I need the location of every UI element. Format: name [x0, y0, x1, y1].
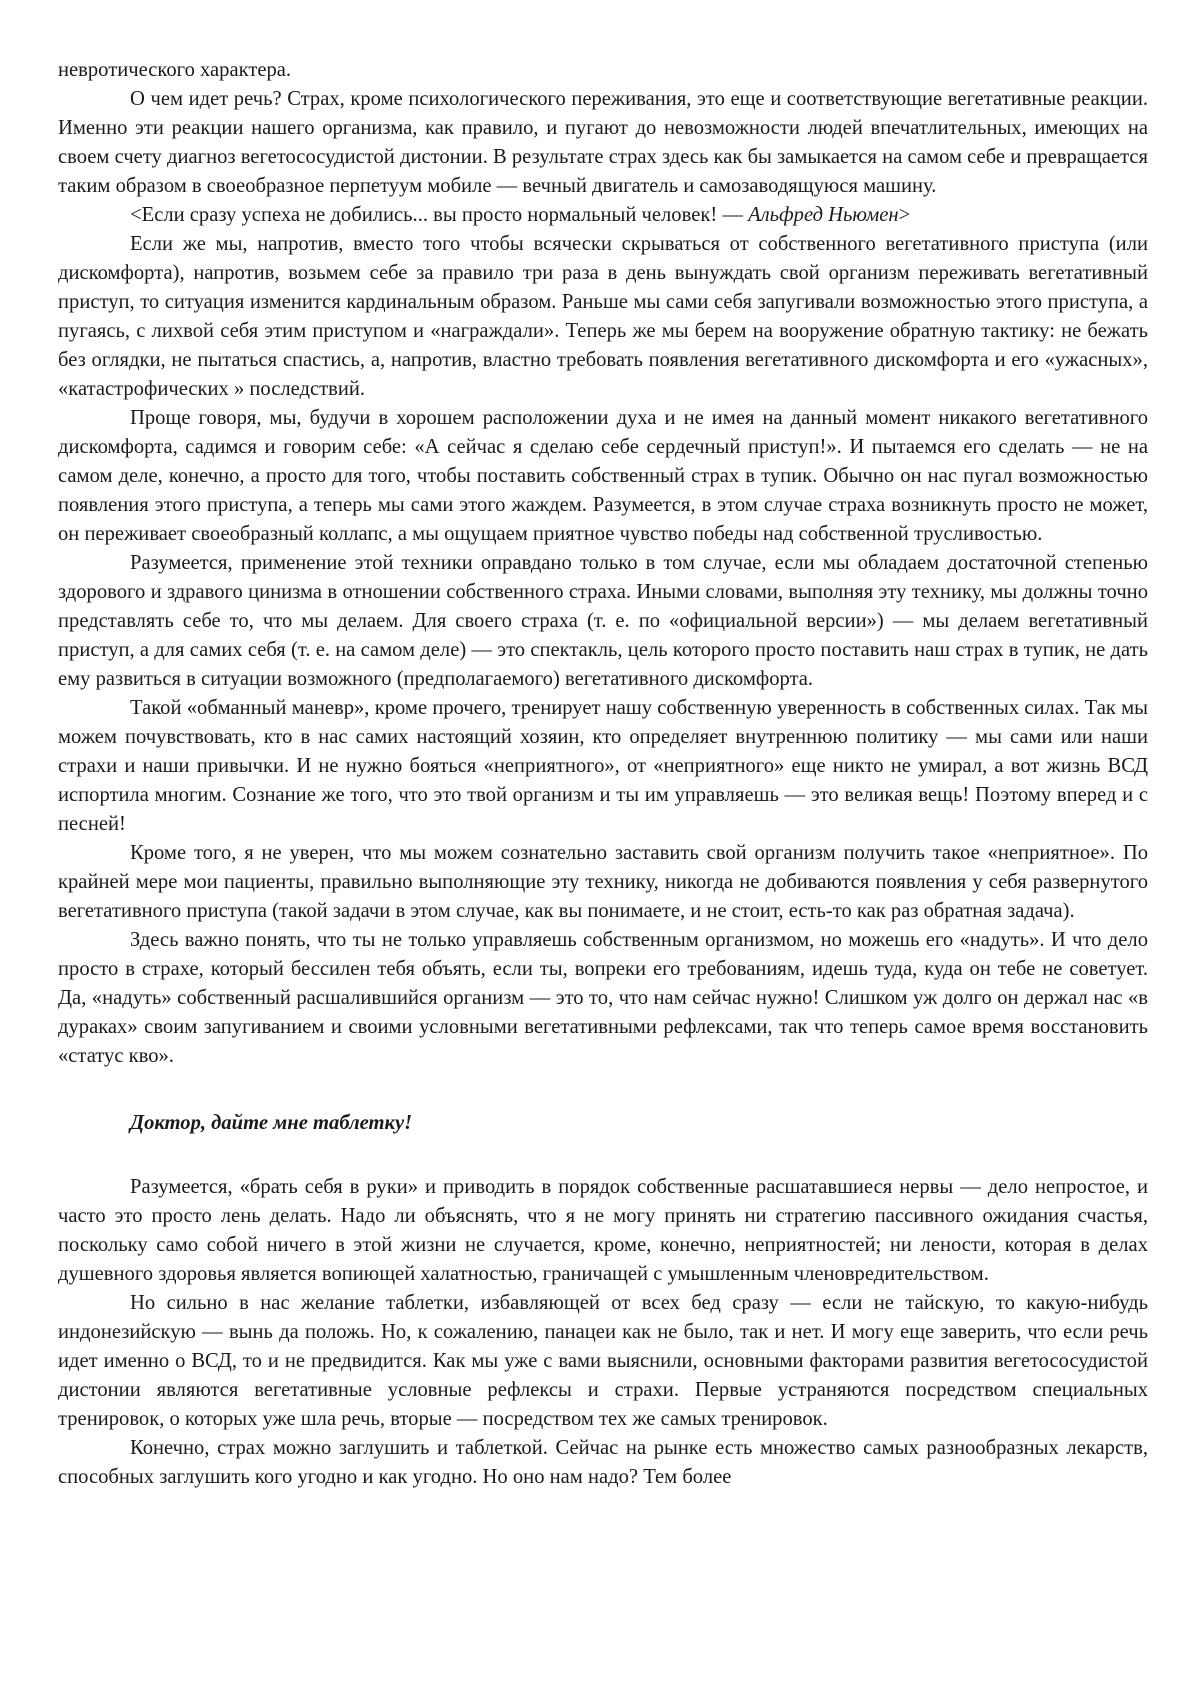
paragraph: Разумеется, применение этой техники оправдано только в том случае, если мы обладаем достаточной степенью здорового и здравого цинизма в отношении собственного страха. Иными словами, выполняя эту технику, мы должны точно представлять себе то, что мы делаем. Для своего страха (т. е. по «официальной версии») — мы делаем вегетативный приступ, а для самих себя (т. е. на самом деле) — это спектакль, цель которого просто поставить наш страх в тупик, не дать ему развиться в ситуации возможного (предполагаемого) вегетативного дискомфорта. [58, 552, 1148, 690]
paragraph: Если же мы, напротив, вместо того чтобы всячески скрываться от собственного вегетативного приступа (или дискомфорта), напротив, возьмем себе за правило три раза в день вынуждать свой организм переживать вегетативный приступ, то ситуация изменится кардинальным образом. Раньше мы сами себя запугивали возможностью этого приступа, а пугаясь, с лихвой себя этим приступом и «награждали». Теперь же мы берем на вооружение обратную тактику: не бежать без оглядки, не пытаться спастись, а, напротив, властно требовать появления вегетативного дискомфорта и его «ужасных», «катастрофических » последствий. [58, 233, 1148, 400]
paragraph: Кроме того, я не уверен, что мы можем сознательно заставить свой организм получить такое «неприятное». По крайней мере мои пациенты, правильно выполняющие эту технику, никогда не добиваются появления у себя развернутого вегетативного приступа (такой задачи в этом случае, как вы понимаете, и не стоит, есть-то как раз обратная задача). [58, 842, 1148, 922]
paragraph: Конечно, страх можно заглушить и таблеткой. Сейчас на рынке есть множество самых разнообразных лекарств, способных заглушить кого угодно и как угодно. Но оно нам надо? Тем более [58, 1437, 1148, 1488]
paragraph: Такой «обманный маневр», кроме прочего, тренирует нашу собственную уверенность в собственных силах. Так мы можем почувствовать, кто в нас самих настоящий хозяин, кто определяет внутреннюю политику — мы сами или наши страхи и наши привычки. И не нужно бояться «неприятного», от «неприятного» еще никто не умирал, а вот жизнь ВСД испортила многим. Сознание же того, что это твой организм и ты им управляешь — это великая вещь! Поэтому вперед и с песней! [58, 697, 1148, 835]
section-heading: Доктор, дайте мне таблетку! [130, 1112, 413, 1134]
quote-author: Альфред Ньюмен [748, 204, 899, 226]
paragraph: Разумеется, «брать себя в руки» и приводить в порядок собственные расшатавшиеся нервы — дело непростое, и часто это просто лень делать. Надо ли объяснять, что я не могу принять ни стратегию пассивного ожидания счастья, поскольку само собой ничего в этой жизни не случается, кроме, конечно, неприятностей; ни лености, которая в делах душевного здоровья является вопиющей халатностью, граничащей с умышленным членовредительством. [58, 1176, 1148, 1285]
paragraph: Здесь важно понять, что ты не только управляешь собственным организмом, но можешь его «надуть». И что дело просто в страхе, который бессилен тебя объять, если ты, вопреки его требованиям, идешь туда, куда он тебе не советует. Да, «надуть» собственный расшалившийся организм — это то, что нам сейчас нужно! Слишком уж долго он держал нас «в дураках» своим запугиванием и своими условными вегетативными рефлексами, так что теперь самое время восстановить «статус кво». [58, 929, 1148, 1067]
paragraph-continuation: невротического характера. [58, 59, 292, 81]
paragraph: О чем идет речь? Страх, кроме психологического переживания, это еще и соответствующие вегетативные реакции. Именно эти реакции нашего организма, как правило, и пугают до невозможности людей впечатлительных, имеющих на своем счету диагноз вегетососудистой дистонии. В результате страх здесь как бы замыкается на самом себе и превращается таким образом в своеобразное перпетуум мобиле — вечный двигатель и самозаводящуюся машину. [58, 88, 1148, 197]
document-page [58, 56, 1148, 1492]
quote-text: <Если сразу успеха не добились... вы просто нормальный человек! — [130, 204, 749, 226]
paragraph: Но сильно в нас желание таблетки, избавляющей от всех бед сразу — если не тайскую, то какую-нибудь индонезийскую — вынь да положь. Но, к сожалению, панацеи как не было, так и нет. И могу еще заверить, что если речь идет именно о ВСД, то и не предвидится. Как мы уже с вами выяснили, основными факторами развития вегетососудистой дистонии являются вегетативные условные рефлексы и страхи. Первые устраняются посредством специальных тренировок, о которых уже шла речь, вторые — посредством тех же самых тренировок. [58, 1292, 1148, 1430]
quote-close: > [898, 204, 911, 226]
epigraph-quote [58, 201, 1148, 230]
paragraph: Проще говоря, мы, будучи в хорошем расположении духа и не имея на данный момент никакого вегетативного дискомфорта, садимся и говорим себе: «А сейчас я сделаю себе сердечный приступ!». И пытаемся его сделать — не на самом деле, конечно, а просто для того, чтобы поставить собственный страх в тупик. Обычно он нас пугал возможностью появления этого приступа, а теперь мы сами этого жаждем. Разумеется, в этом случае страха возникнуть просто не может, он переживает своеобразный коллапс, а мы ощущаем приятное чувство победы над собственной трусливостью. [58, 407, 1148, 545]
